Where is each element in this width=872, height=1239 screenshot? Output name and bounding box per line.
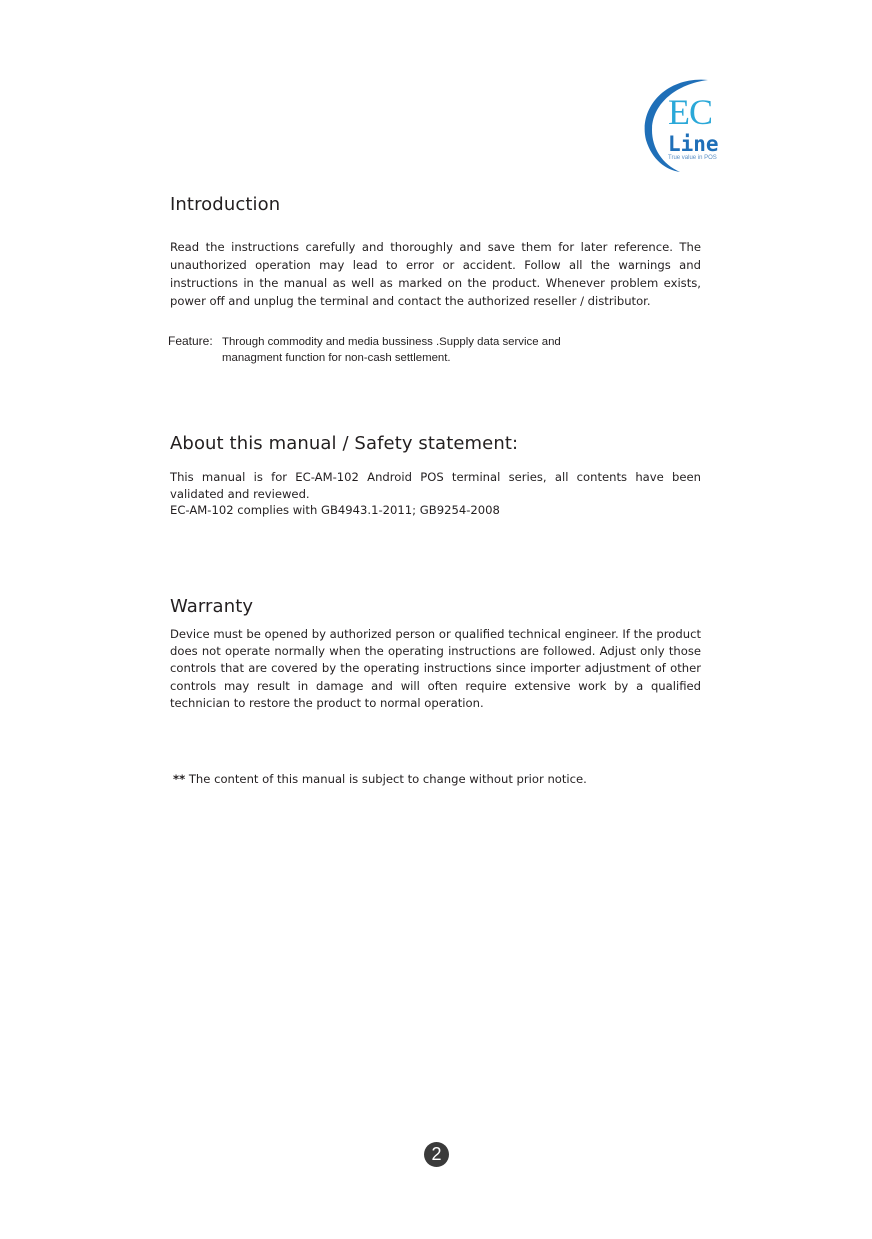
page-number-badge: 2: [424, 1142, 449, 1167]
about-line-1: This manual is for EC-AM-102 Android POS terminal series, all contents have been validated and reviewed.: [170, 470, 701, 501]
logo-ec-text: EC: [668, 92, 713, 132]
intro-paragraph: Read the instructions carefully and thoroughly and save them for later reference. The unauthorized operation may lead to error or accident. Follow all the warnings and instructions in the manual as well as marked on the product. Whenever problem exists, power off and unplug the terminal and contact the authorized reseller / distributor.: [170, 240, 701, 308]
logo-tagline: True value in POS: [668, 155, 717, 161]
notice-text: The content of this manual is subject to change without prior notice.: [185, 772, 587, 786]
intro-heading: Introduction: [170, 194, 281, 215]
about-paragraph: [170, 469, 701, 519]
change-notice: [173, 772, 587, 786]
feature-label: Feature:: [168, 334, 213, 348]
logo-line-text: Line: [668, 132, 719, 156]
warranty-heading: Warranty: [170, 596, 254, 617]
feature-line-2: managment function for non-cash settlement.: [222, 351, 451, 364]
warranty-paragraph: Device must be opened by authorized person or qualified technical engineer. If the product does not operate normally when the operating instructions are followed. Adjust only those controls that are covered by the operating instructions since importer adjustment of other controls may result in damage and will often require extensive work by a qualified technician to restore the product to normal operation.: [170, 627, 701, 710]
ec-line-logo: [638, 74, 726, 174]
notice-marker: **: [173, 772, 186, 786]
feature-line-1: Through commodity and media bussiness .Supply data service and: [222, 336, 561, 348]
about-heading: About this manual / Safety statement:: [170, 433, 519, 454]
about-line-2: EC-AM-102 complies with GB4943.1-2011; GB9254-2008: [170, 503, 500, 517]
ec-line-logo-graphic: [638, 74, 726, 174]
feature-description: [222, 335, 622, 366]
